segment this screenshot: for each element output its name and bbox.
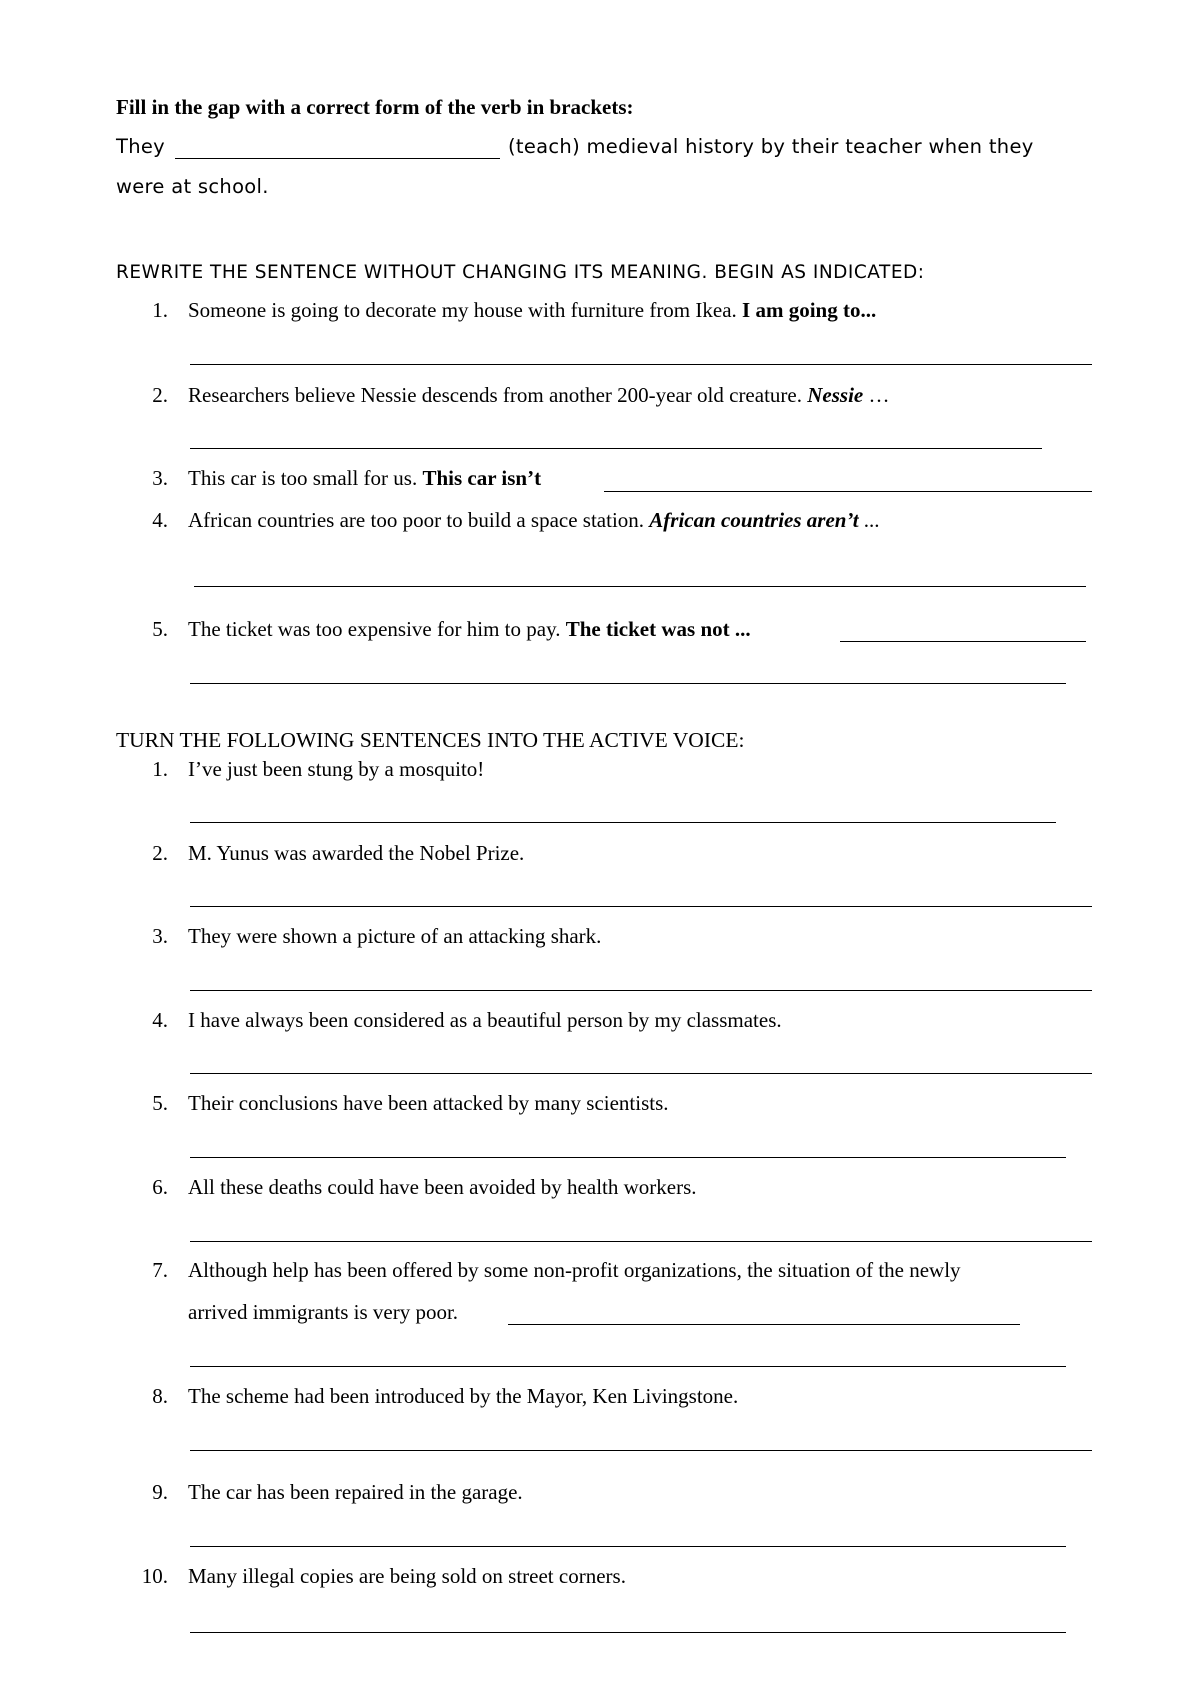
- item-text: I have always been considered as a beautiful person by my classmates.: [188, 1008, 782, 1032]
- item-text: African countries are too poor to build a space station. African countries aren’t ...: [188, 508, 880, 532]
- answer-line[interactable]: [190, 448, 1042, 449]
- item-prompt: Nessie: [807, 383, 864, 407]
- item-text: This car is too small for us. This car isn’t: [188, 466, 542, 490]
- item-text: All these deaths could have been avoided by health workers.: [188, 1175, 697, 1199]
- item-prompt: The ticket was not ...: [565, 617, 751, 641]
- item-number: 3.: [152, 466, 168, 490]
- item-number: 6.: [152, 1175, 168, 1199]
- item-text: Many illegal copies are being sold on street corners.: [188, 1564, 626, 1588]
- item-text: M. Yunus was awarded the Nobel Prize.: [188, 841, 525, 865]
- exercise1-line2: were at school.: [116, 175, 269, 198]
- exercise1-answer-blank[interactable]: [175, 158, 500, 159]
- item-text: Someone is going to decorate my house with furniture from Ikea. I am going to...: [188, 298, 877, 322]
- item-text: Although help has been offered by some non-profit organizations, the situation of the newly: [188, 1258, 961, 1282]
- item-prompt: This car isn’t: [422, 466, 542, 490]
- item-text: The scheme had been introduced by the Mayor, Ken Livingstone.: [188, 1384, 739, 1408]
- exercise1-heading: Fill in the gap with a correct form of the verb in brackets:: [116, 95, 634, 119]
- exercise1-line1-start: They: [116, 135, 166, 158]
- answer-line[interactable]: [190, 683, 1066, 684]
- item-number: 9.: [152, 1480, 168, 1504]
- item-text-continued: arrived immigrants is very poor.: [188, 1300, 459, 1324]
- item-text: Their conclusions have been attacked by many scientists.: [188, 1091, 669, 1115]
- item-number: 2.: [152, 383, 168, 407]
- item-text: I’ve just been stung by a mosquito!: [188, 757, 485, 781]
- exercise2-heading: REWRITE THE SENTENCE WITHOUT CHANGING ITS MEANING. BEGIN AS INDICATED:: [116, 262, 925, 283]
- item-prompt: African countries aren’t: [649, 508, 859, 532]
- item-text: The ticket was too expensive for him to pay. The ticket was not ...: [188, 617, 751, 641]
- item-text: Researchers believe Nessie descends from another 200-year old creature. Nessie …: [188, 383, 890, 407]
- answer-line[interactable]: [190, 1366, 1066, 1367]
- item-number: 7.: [152, 1258, 168, 1282]
- answer-line[interactable]: [190, 1157, 1066, 1158]
- item-number: 4.: [152, 1008, 168, 1032]
- item-number: 8.: [152, 1384, 168, 1408]
- answer-line[interactable]: [190, 1073, 1092, 1074]
- exercise1-line1-end: (teach) medieval history by their teacher when they: [508, 135, 1034, 158]
- exercise3-heading: TURN THE FOLLOWING SENTENCES INTO THE ACTIVE VOICE:: [116, 728, 745, 752]
- item-number: 3.: [152, 924, 168, 948]
- item-number: 1.: [152, 757, 168, 781]
- item-number: 1.: [152, 298, 168, 322]
- answer-line[interactable]: [190, 906, 1092, 907]
- answer-line[interactable]: [190, 822, 1056, 823]
- item-number: 5.: [152, 1091, 168, 1115]
- answer-line[interactable]: [190, 1241, 1092, 1242]
- answer-line[interactable]: [190, 364, 1092, 365]
- item-number: 2.: [152, 841, 168, 865]
- item-number: 10.: [141, 1564, 168, 1588]
- item-number: 5.: [152, 617, 168, 641]
- answer-line[interactable]: [190, 1632, 1066, 1633]
- item-number: 4.: [152, 508, 168, 532]
- answer-line[interactable]: [190, 1546, 1066, 1547]
- answer-line[interactable]: [604, 491, 1092, 492]
- answer-line[interactable]: [190, 1450, 1092, 1451]
- answer-line[interactable]: [190, 990, 1092, 991]
- answer-blank[interactable]: [508, 1324, 1020, 1325]
- item-text: The car has been repaired in the garage.: [188, 1480, 523, 1504]
- answer-line[interactable]: [194, 586, 1086, 587]
- answer-blank[interactable]: [840, 641, 1086, 642]
- item-prompt: I am going to...: [742, 298, 877, 322]
- item-text: They were shown a picture of an attacking shark.: [188, 924, 602, 948]
